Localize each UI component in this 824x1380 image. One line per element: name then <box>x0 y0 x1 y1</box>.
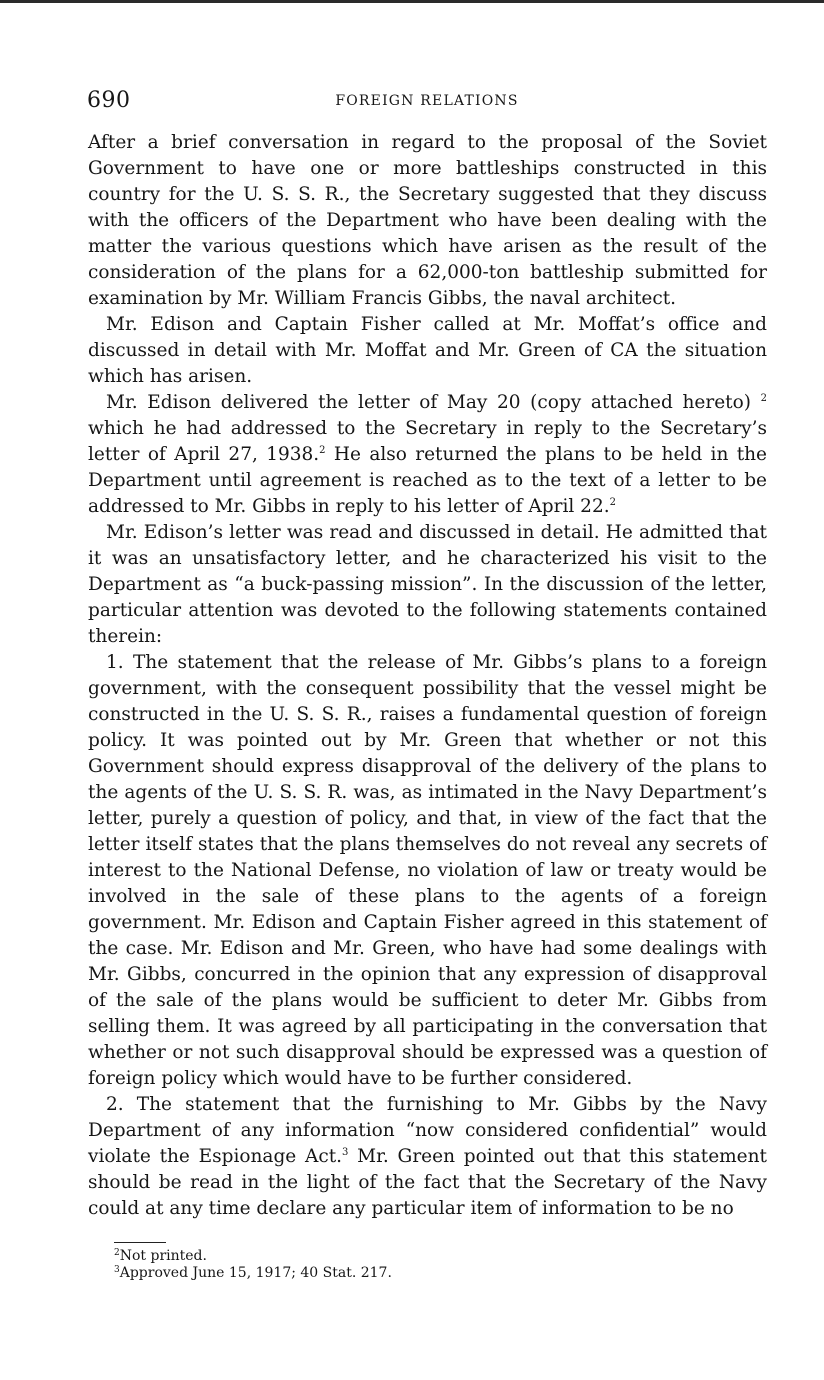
paragraph-2: Mr. Edison and Captain Fisher called at Mr. Moffat’s office and discussed in detail with Mr. Moffat and Mr. Green of CA the situation which has arisen. <box>88 314 767 387</box>
page-header <box>87 88 767 114</box>
footnote-separator <box>114 1242 166 1243</box>
paragraph-6-part-a: 2. The statement that the furnishing to Mr. Gibbs by the Navy Department of any information “now considered confidential” would violate the Espionage Act. <box>88 1094 767 1167</box>
top-edge-rule <box>0 0 824 3</box>
paragraph-6 <box>88 1092 767 1222</box>
paragraph-3-part-a: Mr. Edison delivered the letter of May 20 (copy attached hereto) <box>106 392 751 413</box>
paragraph-3-part-b: which he had addressed to the Secretary in reply to the Secretary’s letter of April 27, 1938. <box>88 418 767 465</box>
footnote-mark: 3 <box>114 1265 120 1275</box>
footnote-text: Not printed. <box>119 1248 207 1264</box>
footnotes <box>114 1248 754 1282</box>
footnote-2 <box>114 1248 754 1265</box>
running-head: FOREIGN RELATIONS <box>335 93 519 109</box>
footnote-text: Approved June 15, 1917; 40 Stat. 217. <box>119 1265 392 1281</box>
paragraph-5: 1. The statement that the release of Mr. Gibbs’s plans to a foreign government, with the consequent possibility that the vessel might be constructed in the U. S. S. R., raises a fundamental question of foreign policy. It was pointed out by Mr. Green that whether or not this Government should express disapproval of the delivery of the plans to the agents of the U. S. S. R. was, as intimated in the Navy Department’s letter, purely a question of policy, and that, in view of the fact that the letter itself states that the plans themselves do not reveal any secrets of interest to the National Defense, no violation of law or treaty would be involved in the sale of these plans to the agents of a foreign government. Mr. Edison and Captain Fisher agreed in this statement of the case. Mr. Edison and Mr. Green, who have had some dealings with Mr. Gibbs, concurred in the opinion that any expression of disapproval of the sale of the plans would be sufficient to deter Mr. Gibbs from selling them. It was agreed by all participating in the conversation that whether or not such disapproval should be expressed was a question of foreign policy which would have to be further considered. <box>88 652 767 1089</box>
footnote-ref-3: 3 <box>342 1147 349 1158</box>
paragraph-3 <box>88 390 767 520</box>
footnote-ref-2: 2 <box>609 497 616 508</box>
footnote-ref-2: 2 <box>760 393 767 404</box>
footnote-3 <box>114 1265 754 1282</box>
page-number: 690 <box>87 88 131 113</box>
footnote-mark: 2 <box>114 1248 120 1258</box>
paragraph-3-part-c: He also returned the plans to be held in the Department until agreement is reached as to the text of a letter to be addressed to Mr. Gibbs in reply to his letter of April 22. <box>88 444 767 517</box>
paragraph-1: After a brief conversation in regard to the proposal of the Soviet Government to have one or more battleships constructed in this country for the U. S. S. R., the Secretary suggested that they discuss with the officers of the Department who have been dealing with the matter the various questions which have arisen as the result of the consideration of the plans for a 62,000-ton battleship submitted for examination by Mr. William Francis Gibbs, the naval architect. <box>88 132 767 309</box>
paragraph-4: Mr. Edison’s letter was read and discussed in detail. He admitted that it was an unsatisfactory letter, and he characterized his visit to the Department as “a buck-passing mission”. In the discussion of the letter, particular attention was devoted to the following statements contained therein: <box>88 522 767 647</box>
paragraph-6-part-b: Mr. Green pointed out that this statement should be read in the light of the fact that the Secretary of the Navy could at any time declare any particular item of information to be no <box>88 1146 767 1219</box>
body-text <box>88 130 767 1222</box>
footnote-ref-2: 2 <box>319 445 326 456</box>
